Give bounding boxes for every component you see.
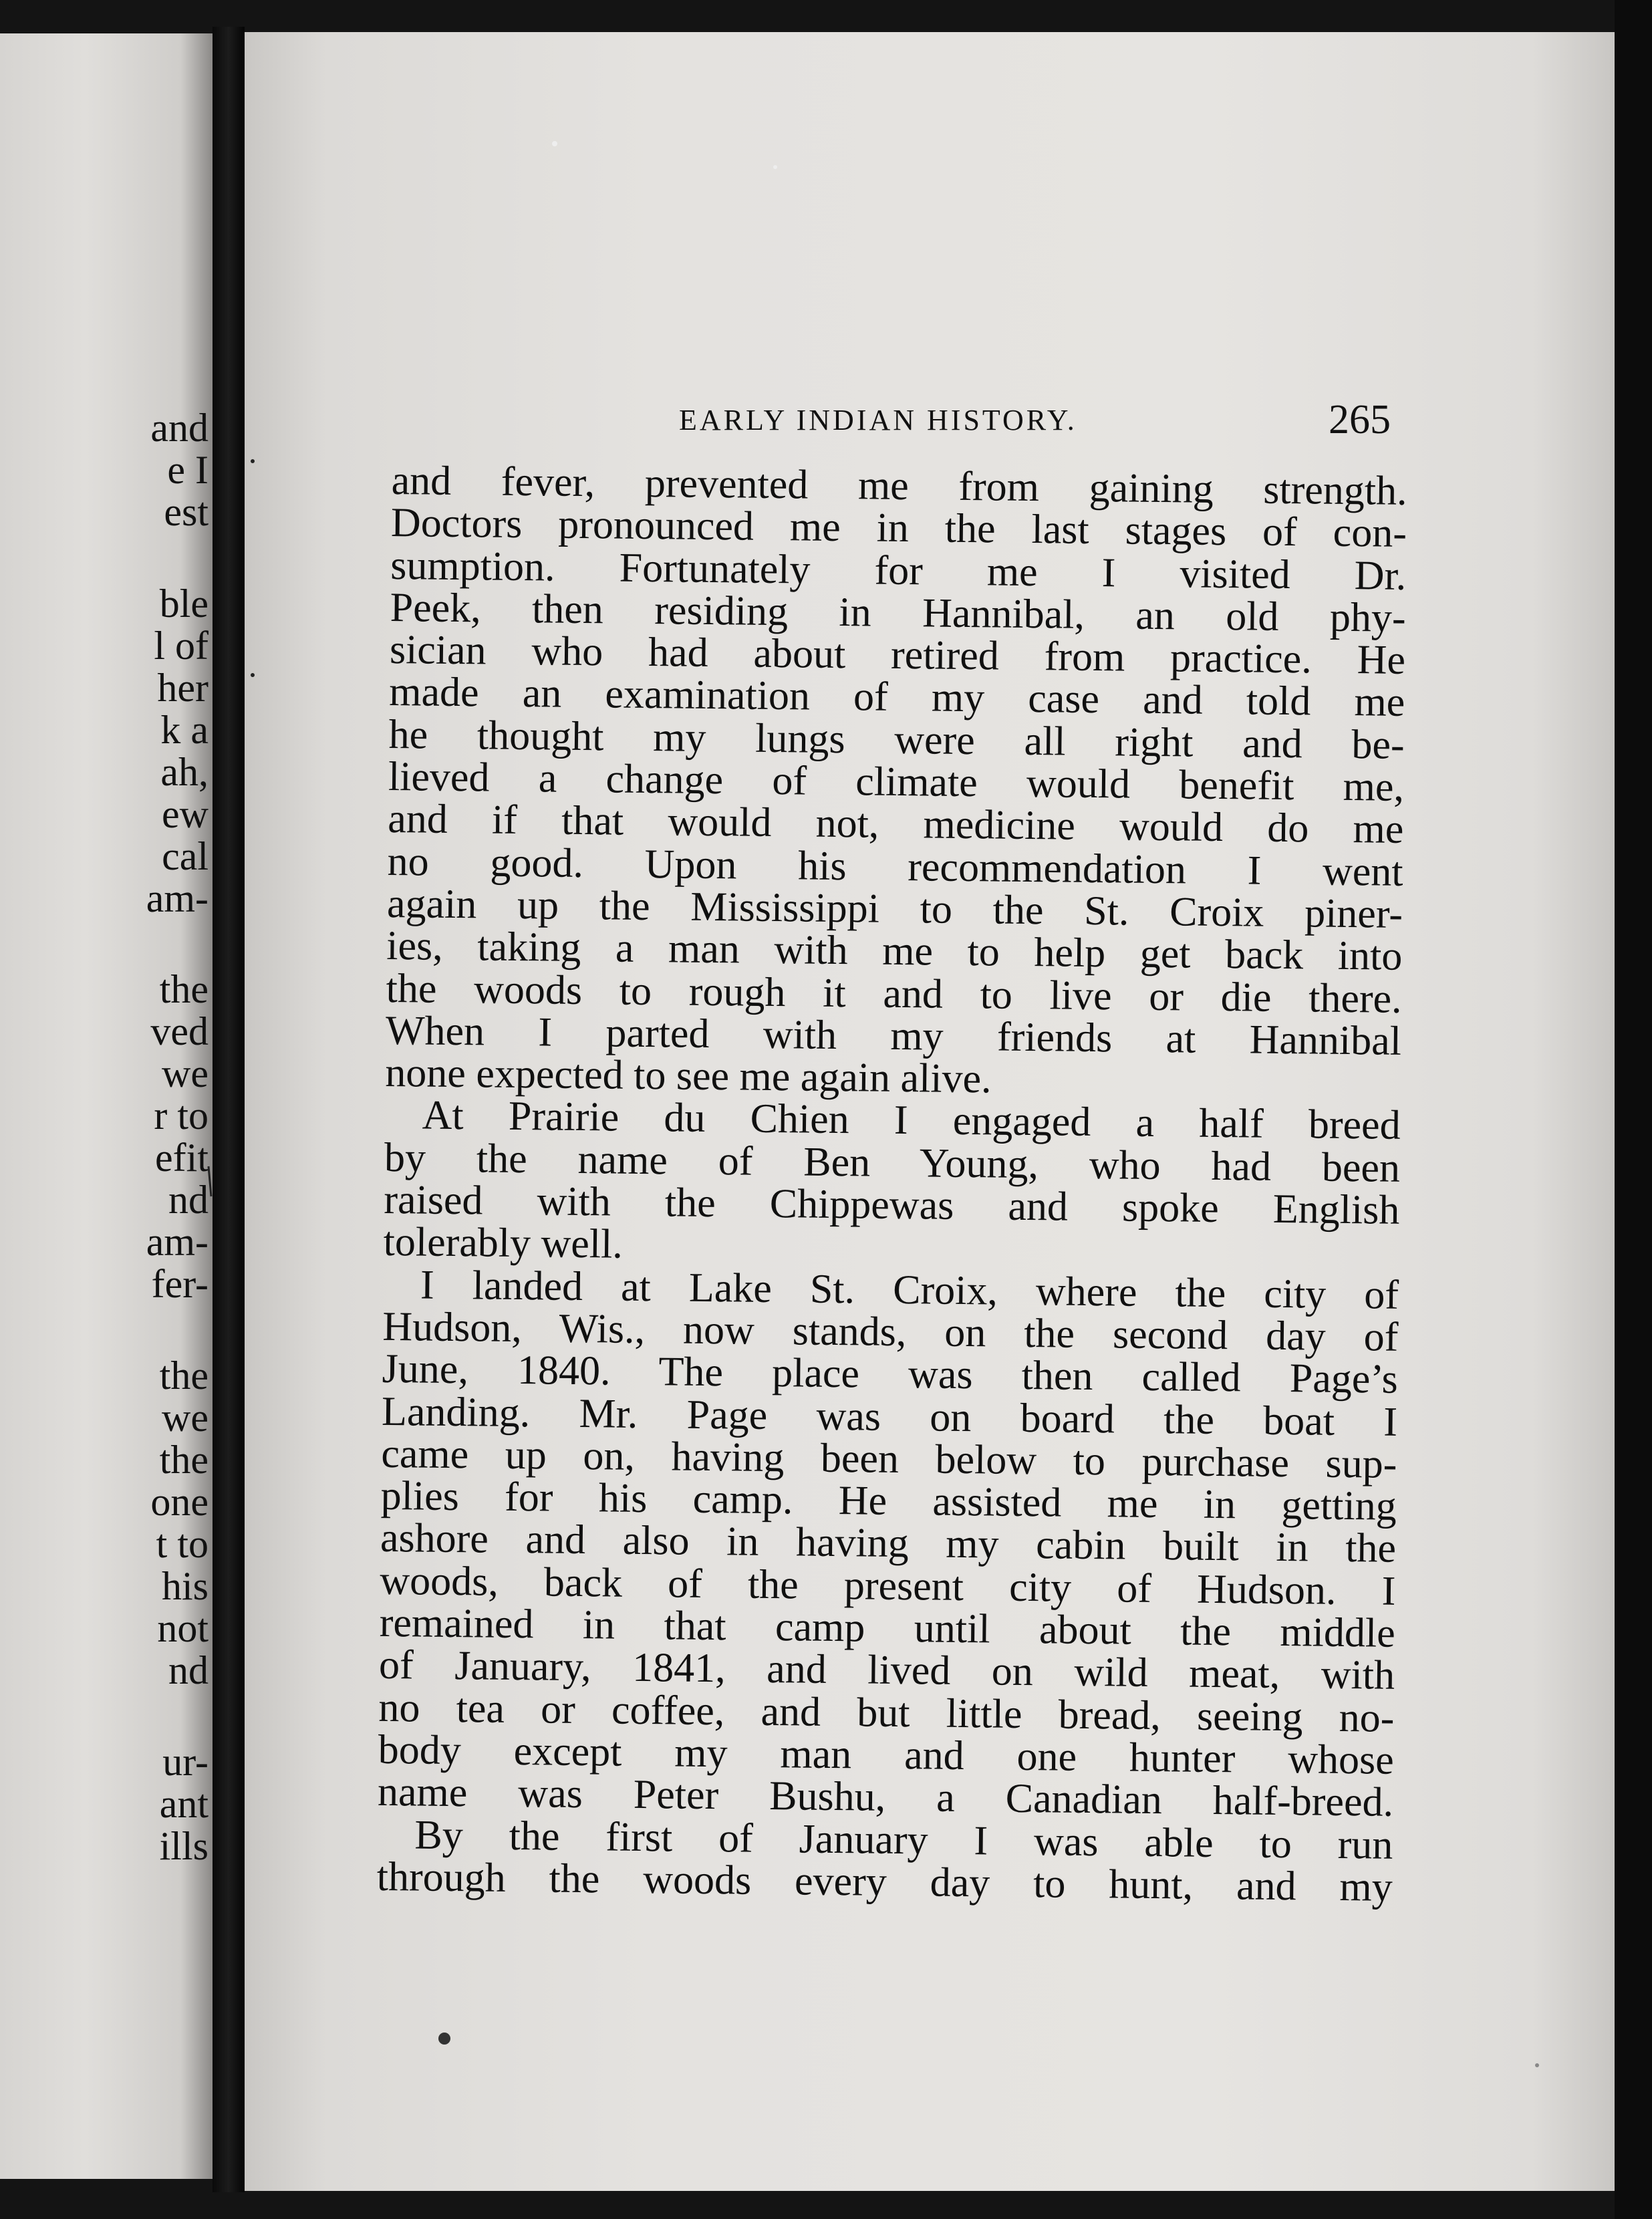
left-page-fragment: ills <box>159 1824 209 1868</box>
left-page-fragment: the <box>159 1353 209 1398</box>
body-text <box>376 460 1407 1909</box>
left-page-text-fragments <box>0 33 213 2179</box>
book-gutter <box>213 27 245 2192</box>
text-line: lieved a change of climate would benefit me, <box>388 754 1405 810</box>
left-page-fragment: t to <box>156 1522 209 1566</box>
left-page-fragment: ved <box>150 1009 209 1053</box>
text-line: no good. Upon his recommendation I went <box>387 838 1403 895</box>
text-line: name was Peter Bushu, a Canadian half-breed. <box>377 1769 1394 1826</box>
text-line: woods, back of the present city of Hudson. I <box>380 1557 1396 1614</box>
left-page-fragment: ant <box>159 1782 209 1826</box>
text-line: through the woods every day to hunt, and my <box>376 1853 1393 1910</box>
left-page-fragment: and <box>150 406 209 450</box>
left-page-fragment: ah, <box>160 750 209 794</box>
text-line: and fever, prevented me from gaining strength. <box>391 458 1407 514</box>
text-line: plies for his camp. He assisted me in getting <box>380 1473 1397 1529</box>
left-page-fragment: r to <box>154 1093 209 1138</box>
text-line: came up on, having been below to purchase sup- <box>381 1430 1397 1487</box>
scan-right-edge <box>1615 0 1652 2219</box>
left-page-fragment: k a <box>160 708 209 752</box>
text-line: ies, taking a man with me to help get back into <box>386 923 1403 980</box>
text-line: Peek, then residing in Hannibal, an old phy- <box>390 584 1406 641</box>
left-page-fragment: his <box>161 1564 209 1608</box>
page-number: 265 <box>1329 397 1391 442</box>
left-page-fragment: one <box>150 1480 209 1524</box>
text-line: none expected to see me again alive. <box>385 1050 992 1102</box>
text-line: made an examination of my case and told me <box>389 669 1405 726</box>
text-line: again up the Mississippi to the St. Croix piner- <box>386 880 1403 937</box>
left-page-fragment: ur- <box>162 1740 209 1784</box>
left-page-fragment: fer- <box>151 1262 209 1306</box>
text-line: by the name of Ben Young, who had been <box>384 1134 1401 1191</box>
left-page-fragment: the <box>159 1438 209 1482</box>
left-page-fragment: we <box>162 1051 209 1095</box>
text-line: remained in that camp until about the middle <box>379 1599 1396 1656</box>
text-line: the woods to rough it and to live or die there. <box>386 965 1402 1022</box>
left-page-fragment: we <box>162 1396 209 1440</box>
text-line: sumption. Fortunately for me I visited Dr. <box>390 542 1407 599</box>
left-page-fragment: efit <box>155 1136 209 1180</box>
text-line: Landing. Mr. Page was on board the boat I <box>381 1388 1398 1445</box>
left-page-fragment: am- <box>146 876 209 920</box>
text-line: When I parted with my friends at Hannibal <box>385 1007 1402 1064</box>
left-page-fragment: her <box>157 666 209 710</box>
running-head-title: EARLY INDIAN HISTORY. <box>679 404 1077 436</box>
text-line: By the first of January I was able to run <box>414 1811 1393 1868</box>
text-line: of January, 1841, and lived on wild meat, with <box>378 1642 1395 1699</box>
left-facing-page <box>0 33 213 2179</box>
text-line: body except my man and one hunter whose <box>378 1726 1395 1783</box>
left-page-fragment: est <box>164 490 209 534</box>
left-page-fragment: not <box>157 1606 209 1650</box>
running-head <box>245 396 1615 450</box>
text-line: Hudson, Wis., now stands, on the second day of <box>382 1303 1399 1360</box>
text-line: tolerably well. <box>383 1219 624 1268</box>
left-page-fragment: am- <box>146 1220 209 1264</box>
left-page-fragment: nd <box>168 1648 209 1692</box>
text-line: raised with the Chippewas and spoke English <box>384 1176 1400 1233</box>
text-line: I landed at Lake St. Croix, where the city of <box>420 1262 1399 1318</box>
left-page-fragment: l of <box>154 624 209 668</box>
left-page-fragment: cal <box>162 834 209 878</box>
text-line: sician who had about retired from practice. He <box>389 627 1406 684</box>
text-line: ashore and also in having my cabin built in the <box>380 1515 1397 1572</box>
right-page <box>245 32 1615 2191</box>
text-line: Doctors pronounced me in the last stages of con- <box>390 500 1407 557</box>
left-page-fragment: e I <box>167 448 209 492</box>
text-line: At Prairie du Chien I engaged a half breed <box>422 1092 1401 1149</box>
text-line: and if that would not, medicine would do me <box>388 796 1404 853</box>
text-line: no tea or coffee, and but little bread, seeing no- <box>378 1684 1395 1741</box>
left-page-fragment: nd <box>168 1178 209 1222</box>
text-line: June, 1840. The place was then called Page’s <box>382 1346 1399 1403</box>
left-page-fragment: ble <box>159 581 209 626</box>
left-page-fragment: ew <box>162 792 209 836</box>
text-line: he thought my lungs were all right and be- <box>388 711 1405 768</box>
left-page-fragment: the <box>159 967 209 1011</box>
